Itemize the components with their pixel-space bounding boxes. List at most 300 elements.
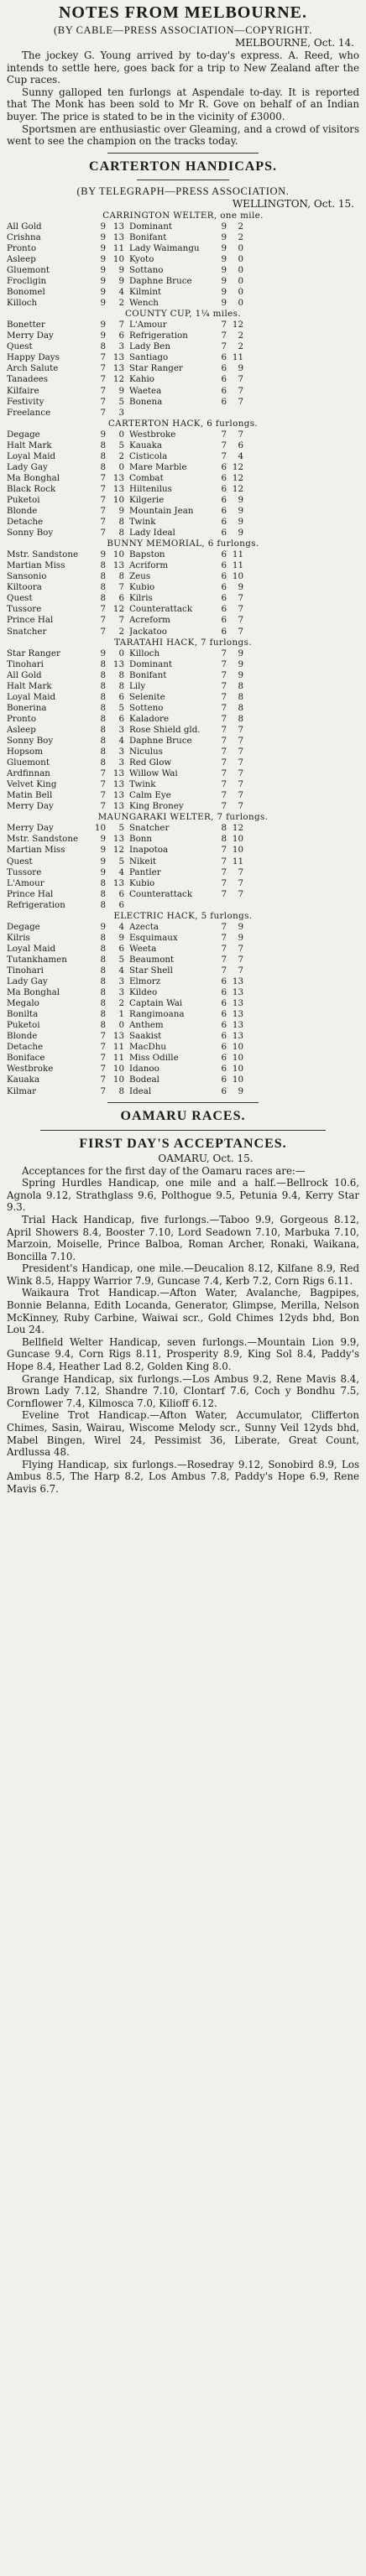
weight-value: 0 (118, 1020, 124, 1031)
weights-row (7, 320, 359, 330)
weights-row (7, 298, 359, 309)
weight-value: 7 (221, 747, 227, 757)
weight-value: 6 (221, 976, 227, 987)
weight-value: 6 (221, 604, 227, 615)
horse-name: Degage (7, 921, 40, 932)
weights-row (7, 1009, 359, 1020)
weight-value: 6 (221, 385, 227, 396)
weights-row (7, 878, 359, 889)
weight-value: 3 (118, 724, 124, 735)
weight-value: 8 (100, 691, 106, 702)
horse-name: Refrigeration (7, 899, 65, 910)
weight-value: 13 (112, 560, 124, 571)
weight-value: 9 (238, 932, 243, 943)
weight-value: 6 (221, 517, 227, 528)
weight-value: 9 (238, 648, 243, 658)
melbourne-paragraph: Sunny galloped ten furlongs at Aspendale to-day. It is reported that The Monk has been sold to Mr R. Gove on behalf of an Indian buyer. The price is stated to be in the vicinity of £3000. (7, 86, 359, 122)
weight-value: 7 (100, 801, 106, 812)
horse-name: L'Amour (7, 877, 44, 888)
weight-value: 6 (221, 374, 227, 385)
weight-value: 7 (221, 429, 227, 440)
weight-value: 7 (221, 866, 227, 877)
weight-value: 7 (100, 768, 106, 779)
weight-value: 9 (100, 429, 106, 440)
horse-name: Quest (7, 341, 33, 352)
weight-value: 9 (221, 253, 227, 264)
weight-value: 8 (100, 987, 106, 998)
weight-value: 9 (221, 232, 227, 242)
horse-name: Kilfaire (7, 385, 39, 396)
weight-value (232, 900, 243, 911)
horse-name: Tutankhamen (7, 954, 67, 965)
weight-value: 7 (238, 385, 243, 396)
horse-name: Gluemont (7, 757, 50, 768)
horse-name: Ma Bonghal (7, 987, 60, 998)
weights-row (7, 779, 359, 790)
weight-value: 7 (221, 702, 227, 713)
weight-value: 6 (221, 998, 227, 1009)
weight-value: 6 (221, 1031, 227, 1042)
horse-name: Dominant (129, 221, 173, 232)
weight-value: 6 (118, 888, 124, 899)
weight-value: 8 (100, 757, 106, 768)
weight-value: 8 (100, 680, 106, 691)
weight-value: 9 (100, 549, 106, 560)
weight-value: 9 (100, 856, 106, 866)
weights-row (7, 254, 359, 265)
weights-row (7, 845, 359, 856)
weight-value: 7 (221, 658, 227, 669)
horse-name: Tussore (7, 866, 42, 877)
race-heading: COUNTY CUP, 1¼ miles. (124, 309, 242, 320)
weight-value: 7 (221, 680, 227, 691)
weight-value: 8 (238, 680, 243, 691)
weight-value: 7 (100, 1042, 106, 1053)
horse-name: Tinohari (7, 658, 44, 669)
weights-row (7, 1086, 359, 1097)
weight-value: 7 (238, 943, 243, 954)
weights-row (7, 1020, 359, 1031)
weight-value: 7 (221, 768, 227, 779)
horse-name: Ma Bonghal (7, 472, 60, 483)
weight-value: 9 (100, 648, 106, 658)
horse-name: Kauaka (7, 1075, 39, 1085)
weights-row (7, 429, 359, 440)
weight-value: 6 (221, 1075, 227, 1085)
horse-name: Inapotoa (129, 845, 169, 856)
weight-value: 10 (232, 1053, 243, 1064)
weight-value: 7 (238, 615, 243, 626)
weight-value: 8 (118, 669, 124, 680)
horse-name: Azecta (129, 921, 159, 932)
weights-row (7, 659, 359, 670)
horse-name: Acriform (129, 560, 169, 571)
weight-value: 8 (238, 691, 243, 702)
horse-name: Calm Eye (129, 790, 171, 801)
horse-name: Quest (7, 856, 33, 866)
weight-value: 9 (100, 232, 106, 242)
horse-name: Puketoi (7, 494, 40, 505)
weight-value: 8 (100, 998, 106, 1009)
horse-name: Kilris (129, 593, 153, 604)
section-divider (107, 153, 259, 154)
horse-name: Kubio (129, 582, 155, 593)
weight-value: 6 (221, 615, 227, 626)
weight-value: 8 (100, 1009, 106, 1020)
horse-name: Killoch (7, 298, 38, 309)
weight-value: 8 (221, 834, 227, 845)
horse-name: Asleep (7, 253, 36, 264)
weights-row (7, 1042, 359, 1053)
horse-name: All Gold (7, 221, 42, 232)
weight-value: 7 (100, 626, 106, 637)
weight-value: 8 (100, 440, 106, 450)
weight-value: 6 (221, 593, 227, 604)
carterton-title: CARTERTON HANDICAPS. (89, 159, 277, 174)
horse-name: Tinohari (7, 965, 44, 976)
horse-name: Kiltoora (7, 582, 42, 593)
weight-value: 13 (232, 976, 243, 987)
acceptance-paragraph: Spring Hurdles Handicap, one mile and a half.—Bellrock 10.6, Agnola 9.12, Strathglass 9.6, Polthogue 9.5, Petunia 9.4, Kerry Star 9.3. (7, 1177, 359, 1214)
horse-name: Cisticola (129, 450, 168, 461)
horse-name: Jackatoo (129, 626, 167, 637)
weight-value: 8 (118, 1085, 124, 1096)
weights-row (7, 604, 359, 615)
weight-value: 9 (118, 385, 124, 396)
weight-value: 7 (221, 724, 227, 735)
weight-value: 9 (238, 669, 243, 680)
horse-name: Blonde (7, 506, 38, 517)
horse-name: Martian Miss (7, 560, 65, 571)
horse-name: Bonifant (129, 232, 167, 242)
weight-value: 5 (118, 823, 124, 834)
weight-value: 6 (221, 528, 227, 539)
weight-value: 8 (100, 954, 106, 965)
oamaru-article (7, 1108, 359, 1496)
horse-name: Rangimoana (129, 1009, 185, 1020)
horse-name: Lady Gay (7, 976, 48, 987)
horse-name: Waetea (129, 385, 162, 396)
horse-name: Loyal Maid (7, 691, 56, 702)
melbourne-paragraph: Sportsmen are enthusiastic over Gleaming, and a crowd of visitors went to see the champion on the tracks today. (7, 122, 359, 148)
weights-row (7, 987, 359, 998)
horse-name: Halt Mark (7, 680, 52, 691)
weight-value: 12 (112, 845, 124, 856)
weight-value (215, 900, 227, 911)
weights-row (7, 440, 359, 451)
weight-value: 5 (118, 954, 124, 965)
horse-name: Loyal Maid (7, 450, 56, 461)
race-heading: CARRINGTON WELTER, one mile. (102, 210, 264, 221)
weights-row (7, 363, 359, 374)
weight-value: 4 (118, 866, 124, 877)
weight-value: 3 (118, 341, 124, 352)
weights-row (7, 408, 359, 419)
horse-name: Anthem (129, 1020, 164, 1031)
weights-row (7, 374, 359, 385)
weight-value: 6 (118, 713, 124, 724)
weight-value: 7 (221, 954, 227, 965)
horse-name: Daphne Bruce (129, 736, 192, 746)
weight-value: 7 (100, 385, 106, 396)
weight-value: 11 (112, 1053, 124, 1064)
horse-name: Bapston (129, 549, 165, 560)
weight-value: 7 (100, 472, 106, 483)
weight-value: 9 (238, 658, 243, 669)
weights-row (7, 517, 359, 528)
melbourne-title: NOTES FROM MELBOURNE. (58, 3, 308, 22)
weight-value: 6 (221, 1053, 227, 1064)
weight-value: 4 (118, 287, 124, 298)
weight-value: 12 (232, 483, 243, 494)
weight-value: 10 (112, 494, 124, 505)
weight-value: 3 (118, 407, 124, 418)
horse-name: Merry Day (7, 823, 54, 834)
weight-value (232, 408, 243, 419)
weight-value: 9 (238, 582, 243, 593)
weight-value: 2 (118, 298, 124, 309)
weight-value: 6 (118, 943, 124, 954)
weight-value: 2 (238, 232, 243, 242)
horse-name: Snatcher (7, 626, 47, 637)
weight-value: 6 (221, 352, 227, 363)
weight-value: 13 (232, 998, 243, 1009)
horse-name: Lily (129, 680, 146, 691)
weight-value: 0 (238, 242, 243, 253)
weight-value: 7 (238, 626, 243, 637)
horse-name: Tanadees (7, 374, 49, 385)
weight-value: 7 (100, 483, 106, 494)
horse-name: Refrigeration (129, 330, 188, 341)
weights-row (7, 582, 359, 593)
horse-name: Kahio (129, 374, 154, 385)
race-heading: ELECTRIC HACK, 5 furlongs. (113, 910, 253, 921)
horse-name: Ardfinnan (7, 768, 50, 779)
weight-value: 0 (118, 429, 124, 440)
weight-value: 7 (221, 713, 227, 724)
weights-row (7, 397, 359, 408)
weight-value: 2 (238, 341, 243, 352)
weight-value: 0 (238, 298, 243, 309)
weight-value: 7 (100, 374, 106, 385)
horse-name: Pronto (7, 242, 37, 253)
weight-value: 6 (221, 1085, 227, 1096)
weight-value: 9 (221, 264, 227, 275)
acceptance-list (7, 1165, 359, 1496)
horse-name: Red Glow (129, 757, 172, 768)
horse-name: Star Shell (129, 965, 173, 976)
horse-name: Mstr. Sandstone (7, 834, 79, 845)
horse-name: Frocligin (7, 276, 47, 287)
horse-name: Festivity (7, 396, 44, 407)
weights-row (7, 341, 359, 352)
horse-name: Santiago (129, 352, 169, 363)
weight-value: 13 (112, 1031, 124, 1042)
weight-value: 8 (118, 680, 124, 691)
weight-value: 7 (221, 921, 227, 932)
weight-value: 13 (112, 768, 124, 779)
weight-value: 9 (100, 287, 106, 298)
weight-value: 13 (112, 483, 124, 494)
weight-value: 6 (118, 691, 124, 702)
weight-value: 7 (221, 757, 227, 768)
weights-row (7, 681, 359, 692)
horse-name: Kilgerie (129, 494, 165, 505)
weight-value: 10 (112, 549, 124, 560)
weight-value: 7 (221, 877, 227, 888)
weight-value: 11 (232, 856, 243, 866)
acceptance-paragraph: Flying Handicap, six furlongs.—Rosedray 9.12, Sonobird 8.9, Los Ambus 8.5, The Harp 8.2, Los Ambus 7.8, Paddy's Hope 6.9, Rene Mavis 6.7. (7, 1458, 359, 1495)
horse-name: Lady Gay (7, 461, 48, 472)
weights-row (7, 473, 359, 484)
horse-name: Mountain Jean (129, 506, 194, 517)
horse-name: Asleep (7, 724, 36, 735)
horse-name: Gluemont (7, 264, 50, 275)
horse-name (129, 408, 210, 419)
weight-value: 12 (232, 823, 243, 834)
weight-value: 7 (238, 954, 243, 965)
weight-value: 1 (118, 1009, 124, 1020)
weight-value: 7 (238, 396, 243, 407)
horse-name: Dominant (129, 658, 173, 669)
horse-name: Lady Ideal (129, 528, 175, 539)
weight-value: 6 (221, 571, 227, 582)
weight-value: 0 (238, 253, 243, 264)
weight-value: 12 (112, 604, 124, 615)
horse-name: Hiltenilus (129, 483, 172, 494)
weight-value: 6 (221, 1064, 227, 1075)
horse-name: Mare Marble (129, 461, 187, 472)
weight-value: 11 (112, 242, 124, 253)
weight-value: 8 (100, 1020, 106, 1031)
horse-name: All Gold (7, 669, 42, 680)
weight-value: 13 (112, 779, 124, 790)
weight-value: 7 (238, 593, 243, 604)
weight-value: 9 (100, 253, 106, 264)
weights-row (7, 451, 359, 462)
weight-value: 8 (100, 560, 106, 571)
weight-value: 9 (100, 221, 106, 232)
weights-row (7, 571, 359, 582)
weight-value: 7 (238, 801, 243, 812)
weight-value: 7 (100, 494, 106, 505)
weight-value: 0 (238, 287, 243, 298)
weight-value: 7 (221, 856, 227, 866)
weights-row (7, 933, 359, 944)
weight-value: 10 (112, 253, 124, 264)
weight-value: 10 (232, 1075, 243, 1085)
acceptance-paragraph: Eveline Trot Handicap.—Afton Water, Accumulator, Clifferton Chimes, Sasin, Wairau, Wiscome Melody scr., Sunny Veil 12yds bhd, Mabel Bingen, Wirel 24, Pessimist 36, Liberate, Great Count, Ardlussa 48. (7, 1409, 359, 1459)
horse-name: Degage (7, 429, 40, 440)
horse-name: Weeta (129, 943, 157, 954)
weight-value: 8 (238, 713, 243, 724)
horse-name: Nikeit (129, 856, 157, 866)
weight-value: 8 (100, 571, 106, 582)
weight-value: 7 (221, 669, 227, 680)
horse-name: Bonilta (7, 1009, 39, 1020)
weight-value: 9 (238, 1085, 243, 1096)
acceptance-paragraph: Waikaura Trot Handicap.—Afton Water, Avalanche, Bagpipes, Bonnie Belanna, Edith Locanda, Generator, Glimpse, Merilla, Nelson McKinney, Ruby Carbine, Waiwai scr., Gold Chimes 12yds bhd, Bon Lou 24. (7, 1287, 359, 1336)
horse-name: Detache (7, 1042, 44, 1053)
weight-value: 7 (100, 506, 106, 517)
horse-name: Bonn (129, 834, 153, 845)
weight-value: 9 (118, 506, 124, 517)
weight-value: 5 (118, 856, 124, 866)
weight-value: 7 (238, 374, 243, 385)
weight-value: 11 (232, 560, 243, 571)
weight-value: 4 (118, 921, 124, 932)
weight-value: 7 (100, 1085, 106, 1096)
weights-row (7, 801, 359, 812)
horse-name: Killoch (129, 648, 160, 658)
weights-row (7, 648, 359, 659)
horse-name: Bonifant (129, 669, 167, 680)
weight-value (215, 408, 227, 419)
weight-value: 7 (118, 320, 124, 330)
horse-name: Prince Hal (7, 888, 54, 899)
weight-value: 8 (100, 976, 106, 987)
oamaru-dateline: OAMARU, Oct. 15. (158, 1152, 254, 1164)
horse-name: Pronto (7, 713, 37, 724)
weight-value: 6 (221, 472, 227, 483)
weight-value: 7 (221, 691, 227, 702)
weight-value: 6 (118, 330, 124, 341)
weight-value: 6 (221, 560, 227, 571)
weight-value: 13 (112, 801, 124, 812)
weights-row (7, 856, 359, 867)
weight-value: 7 (100, 604, 106, 615)
oamaru-title: OAMARU RACES. (120, 1108, 246, 1123)
weight-value: 6 (221, 483, 227, 494)
weight-value: 7 (221, 648, 227, 658)
horse-name: Twink (129, 779, 156, 790)
weight-value: 7 (221, 888, 227, 899)
weights-row (7, 484, 359, 495)
weight-value: 12 (232, 320, 243, 330)
weight-value: 13 (232, 1020, 243, 1031)
horse-name: Saakist (129, 1031, 162, 1042)
horse-name: Bodeal (129, 1075, 159, 1085)
horse-name: Kilmint (129, 287, 162, 298)
horse-name: Lady Ben (129, 341, 170, 352)
weight-value: 8 (100, 593, 106, 604)
carterton-source: (BY TELEGRAPH—PRESS ASSOCIATION. (76, 185, 290, 197)
weights-row (7, 670, 359, 681)
weight-value: 6 (221, 506, 227, 517)
horse-name: Bonomel (7, 287, 45, 298)
horse-name: Selenite (129, 691, 165, 702)
weight-value: 6 (118, 899, 124, 910)
horse-name: MacDhu (129, 1042, 166, 1053)
horse-name: Tussore (7, 604, 42, 615)
weight-value: 13 (232, 1009, 243, 1020)
melbourne-article (7, 3, 359, 148)
weight-value: 9 (238, 494, 243, 505)
weight-value: 8 (100, 932, 106, 943)
weights-row (7, 757, 359, 768)
horse-name: Prince Hal (7, 615, 54, 626)
weight-value: 8 (238, 702, 243, 713)
weights-row (7, 768, 359, 779)
weight-value: 9 (238, 363, 243, 374)
horse-name: Ideal (129, 1085, 152, 1096)
weights-row (7, 506, 359, 517)
weight-value: 3 (118, 976, 124, 987)
horse-name: Counterattack (129, 888, 193, 899)
weight-value: 13 (112, 363, 124, 374)
weight-value: 6 (221, 1009, 227, 1020)
horse-name: Star Ranger (129, 363, 183, 374)
